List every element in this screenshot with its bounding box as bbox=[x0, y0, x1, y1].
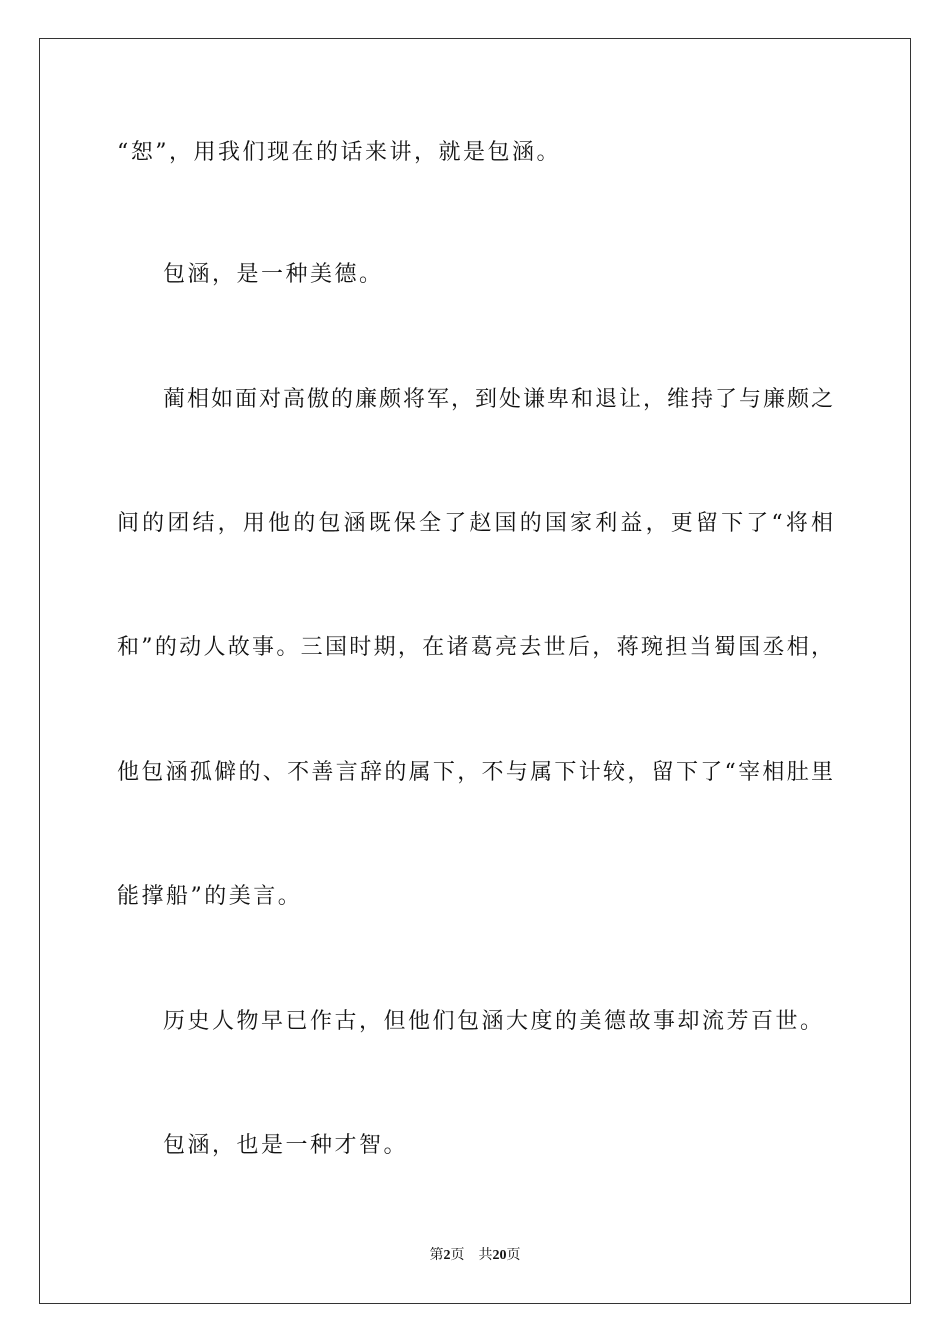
total-suffix: 页 bbox=[506, 1247, 521, 1263]
page-prefix: 第 bbox=[429, 1247, 444, 1263]
total-prefix: 共 bbox=[478, 1247, 493, 1263]
total-pages: 20 bbox=[492, 1248, 507, 1263]
page-border bbox=[39, 38, 911, 1304]
text-line-4: 间的团结，用他的包涵既保全了赵国的国家利益，更留下了“将相 bbox=[117, 511, 833, 536]
text-line-5: 和”的动人故事。三国时期，在诸葛亮去世后，蒋琬担当蜀国丞相， bbox=[117, 635, 833, 660]
text-line-3: 蔺相如面对高傲的廉颇将军，到处谦卑和退让，维持了与廉颇之 bbox=[163, 387, 833, 412]
page-suffix: 页 bbox=[450, 1247, 465, 1263]
text-line-2: 包涵，是一种美德。 bbox=[163, 262, 384, 287]
page-footer bbox=[0, 1245, 950, 1266]
text-line-1: “恕”，用我们现在的话来讲，就是包涵。 bbox=[117, 140, 561, 165]
page-number: 2 bbox=[443, 1248, 451, 1263]
text-line-7: 能撑船”的美言。 bbox=[117, 884, 303, 909]
text-line-6: 他包涵孤僻的、不善言辞的属下，不与属下计较，留下了“宰相肚里 bbox=[117, 760, 833, 785]
text-line-9: 包涵，也是一种才智。 bbox=[163, 1133, 409, 1158]
text-line-8: 历史人物早已作古，但他们包涵大度的美德故事却流芳百世。 bbox=[163, 1009, 825, 1034]
